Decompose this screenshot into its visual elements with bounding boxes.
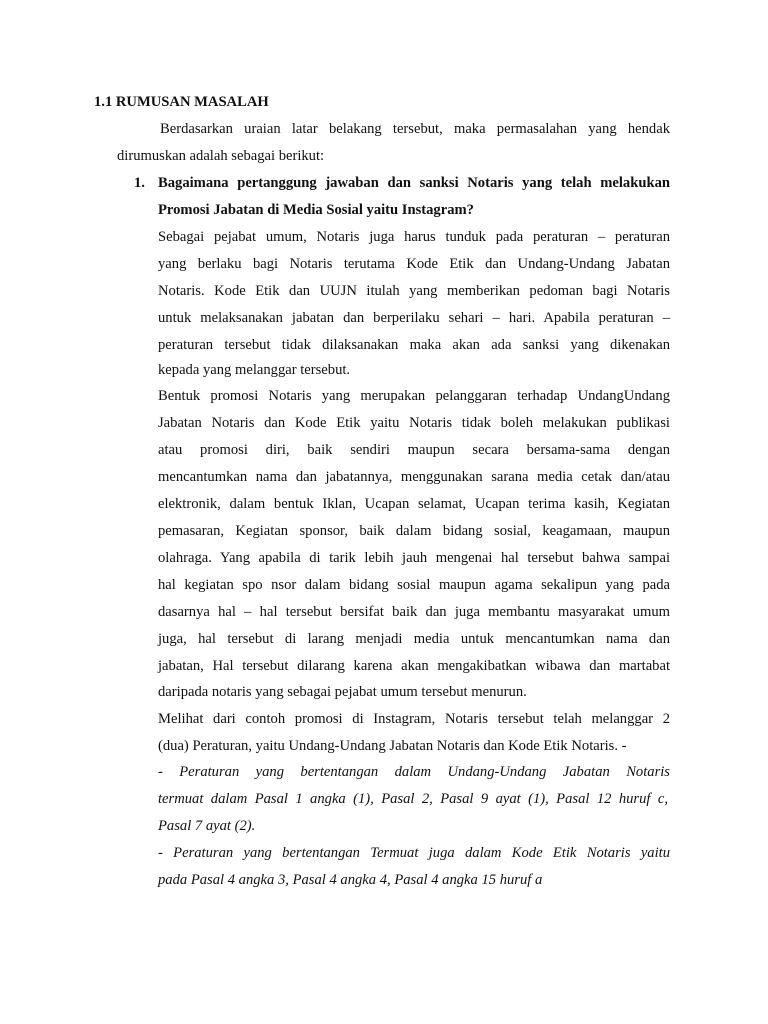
paragraph-line: untuk melaksanakan jabatan dan berperilaku sehari – hari. Apabila peraturan – (158, 310, 670, 326)
paragraph-line: jabatan, Hal tersebut dilarang karena akan mengakibatkan wibawa dan martabat (158, 658, 670, 674)
paragraph-line: hal kegiatan spo nsor dalam bidang sosial maupun agama sekalipun yang pada (158, 577, 670, 593)
paragraph-line: atau promosi diri, baik sendiri maupun secara bersama-sama dengan (158, 442, 670, 458)
section-heading: 1.1 RUMUSAN MASALAH (94, 94, 269, 110)
paragraph-line: mencantumkan nama dan jabatannya, menggunakan sarana media cetak dan/atau (158, 469, 670, 485)
paragraph-line: Bentuk promosi Notaris yang merupakan pelanggaran terhadap UndangUndang (158, 388, 670, 404)
bullet-line: - Peraturan yang bertentangan Termuat juga dalam Kode Etik Notaris yaitu (158, 845, 670, 861)
intro-line: Berdasarkan uraian latar belakang tersebut, maka permasalahan yang hendak (160, 121, 670, 137)
paragraph-line: yang berlaku bagi Notaris terutama Kode Etik dan Undang-Undang Jabatan (158, 256, 670, 272)
paragraph-line: elektronik, dalam bentuk Iklan, Ucapan selamat, Ucapan terima kasih, Kegiatan (158, 496, 670, 512)
paragraph-line: Melihat dari contoh promosi di Instagram, Notaris tersebut telah melanggar 2 (158, 711, 670, 727)
bullet-line: Pasal 7 ayat (2). (158, 818, 256, 834)
question-line: Bagaimana pertanggung jawaban dan sanksi Notaris yang telah melakukan (158, 175, 670, 191)
question-line: Promosi Jabatan di Media Sosial yaitu Instagram? (158, 202, 474, 218)
bullet-line: pada Pasal 4 angka 3, Pasal 4 angka 4, Pasal 4 angka 15 huruf a (158, 872, 543, 888)
paragraph-line: (dua) Peraturan, yaitu Undang-Undang Jabatan Notaris dan Kode Etik Notaris. - (158, 738, 627, 754)
paragraph-line: olahraga. Yang apabila di tarik lebih jauh mengenai hal tersebut bahwa sampai (158, 550, 670, 566)
paragraph-line: Sebagai pejabat umum, Notaris juga harus tunduk pada peraturan – peraturan (158, 229, 670, 245)
paragraph-line: kepada yang melanggar tersebut. (158, 362, 351, 378)
list-item-number: 1. (134, 175, 145, 191)
bullet-line: termuat dalam Pasal 1 angka (1), Pasal 2, Pasal 9 ayat (1), Pasal 12 huruf c, (158, 791, 668, 807)
paragraph-line: dasarnya hal – hal tersebut bersifat baik dan juga membantu masyarakat umum (158, 604, 670, 620)
bullet-line: - Peraturan yang bertentangan dalam Undang-Undang Jabatan Notaris (158, 764, 670, 780)
paragraph-line: peraturan tersebut tidak dilaksanakan maka akan ada sanksi yang dikenakan (158, 337, 670, 353)
paragraph-line: pemasaran, Kegiatan sponsor, baik dalam bidang sosial, keagamaan, maupun (158, 523, 670, 539)
paragraph-line: Jabatan Notaris dan Kode Etik yaitu Notaris tidak boleh melakukan publikasi (158, 415, 670, 431)
paragraph-line: Notaris. Kode Etik dan UUJN itulah yang memberikan pedoman bagi Notaris (158, 283, 670, 299)
paragraph-line: daripada notaris yang sebagai pejabat umum tersebut menurun. (158, 684, 527, 700)
intro-line: dirumuskan adalah sebagai berikut: (117, 148, 325, 164)
paragraph-line: juga, hal tersebut di larang menjadi media untuk mencantumkan nama dan (158, 631, 670, 647)
